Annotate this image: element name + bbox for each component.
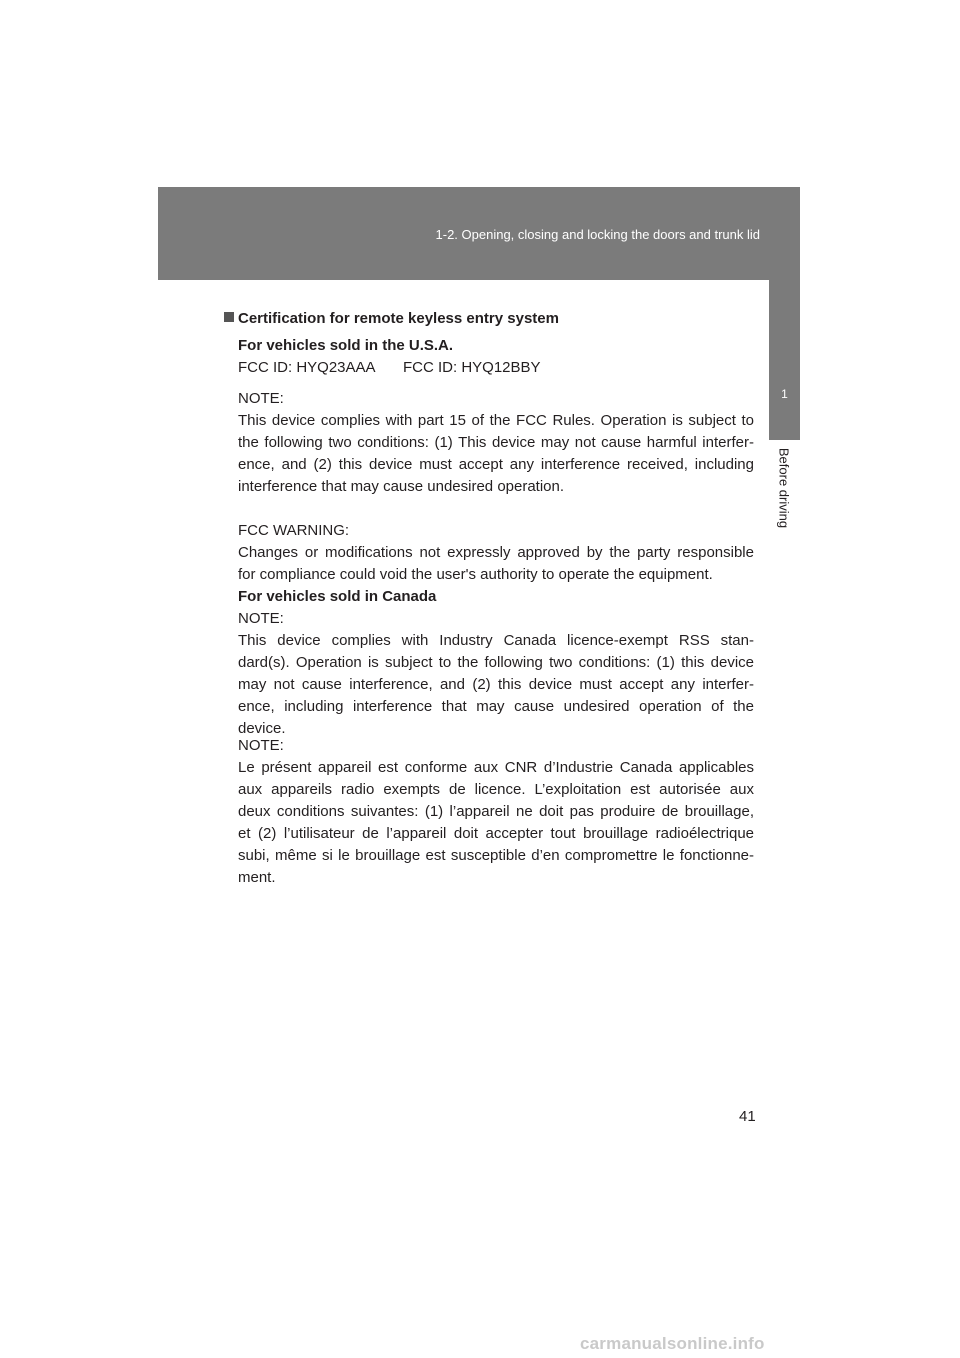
text-line: This device complies with Industry Canada licence-exempt RSS stan- bbox=[238, 632, 754, 649]
chapter-number: 1 bbox=[781, 387, 788, 401]
text-line: et (2) l’utilisateur de l’appareil doit accepter tout brouillage radioélectrique bbox=[238, 825, 754, 842]
fcc-id-1: FCC ID: HYQ23AAA bbox=[238, 359, 376, 376]
fcc-id-row bbox=[238, 357, 754, 379]
section-heading bbox=[224, 308, 764, 330]
text-line: subi, même si le brouillage est susceptible d’en compromettre le fonctionne- bbox=[238, 847, 754, 864]
text-line: Changes or modifications not expressly approved by the party responsible bbox=[238, 544, 754, 561]
page-number: 41 bbox=[739, 1108, 756, 1125]
text-line: This device complies with part 15 of the FCC Rules. Operation is subject to bbox=[238, 412, 754, 429]
canada-block bbox=[238, 586, 754, 740]
text-line: for compliance could void the user's authority to operate the equipment. bbox=[238, 566, 713, 583]
chapter-tab-number bbox=[769, 280, 800, 440]
section-header-band bbox=[158, 187, 800, 280]
text-line: ence, and (2) this device must accept any interference received, including bbox=[238, 456, 754, 473]
usa-subheading: For vehicles sold in the U.S.A. bbox=[238, 337, 454, 354]
fcc-warning-label: FCC WARNING: bbox=[238, 522, 350, 539]
canada-note-fr bbox=[238, 735, 754, 889]
canada-note-text bbox=[238, 630, 754, 740]
section-title: 1-2. Opening, closing and locking the doors and trunk lid bbox=[435, 227, 760, 242]
text-line: Le présent appareil est conforme aux CNR d’Industrie Canada applicables bbox=[238, 759, 754, 776]
text-line: dard(s). Operation is subject to the following two conditions: (1) this device bbox=[238, 654, 754, 671]
square-bullet-icon bbox=[224, 312, 234, 322]
text-line: ence, including interference that may cause undesired operation of the bbox=[238, 698, 754, 715]
usa-note bbox=[238, 388, 754, 498]
text-line: the following two conditions: (1) This device may not cause harmful interfer- bbox=[238, 434, 754, 451]
text-line: may not cause interference, and (2) this device must accept any interfer- bbox=[238, 676, 754, 693]
section-heading-text: Certification for remote keyless entry system bbox=[238, 310, 559, 327]
canada-note-fr-text bbox=[238, 757, 754, 889]
usa-note-label: NOTE: bbox=[238, 390, 284, 407]
usa-note-text bbox=[238, 410, 754, 498]
chapter-tab-label bbox=[769, 440, 800, 545]
text-line: deux conditions suivantes: (1) l’appareil ne doit pas produire de brouillage, bbox=[238, 803, 754, 820]
text-line: ment. bbox=[238, 869, 276, 886]
watermark-logo: carmanualsonline.info bbox=[580, 1334, 765, 1353]
text-line: aux appareils radio exempts de licence. L’exploitation est autorisée aux bbox=[238, 781, 754, 798]
usa-block bbox=[238, 335, 754, 379]
canada-note-label: NOTE: bbox=[238, 610, 284, 627]
text-line: device. bbox=[238, 720, 286, 737]
chapter-label: Before driving bbox=[776, 447, 792, 529]
fcc-warning-text bbox=[238, 542, 754, 586]
canada-note-fr-label: NOTE: bbox=[238, 737, 284, 754]
fcc-id-2: FCC ID: HYQ12BBY bbox=[403, 359, 541, 376]
canada-subheading: For vehicles sold in Canada bbox=[238, 588, 437, 605]
fcc-warning bbox=[238, 520, 754, 586]
text-line: interference that may cause undesired operation. bbox=[238, 478, 565, 495]
